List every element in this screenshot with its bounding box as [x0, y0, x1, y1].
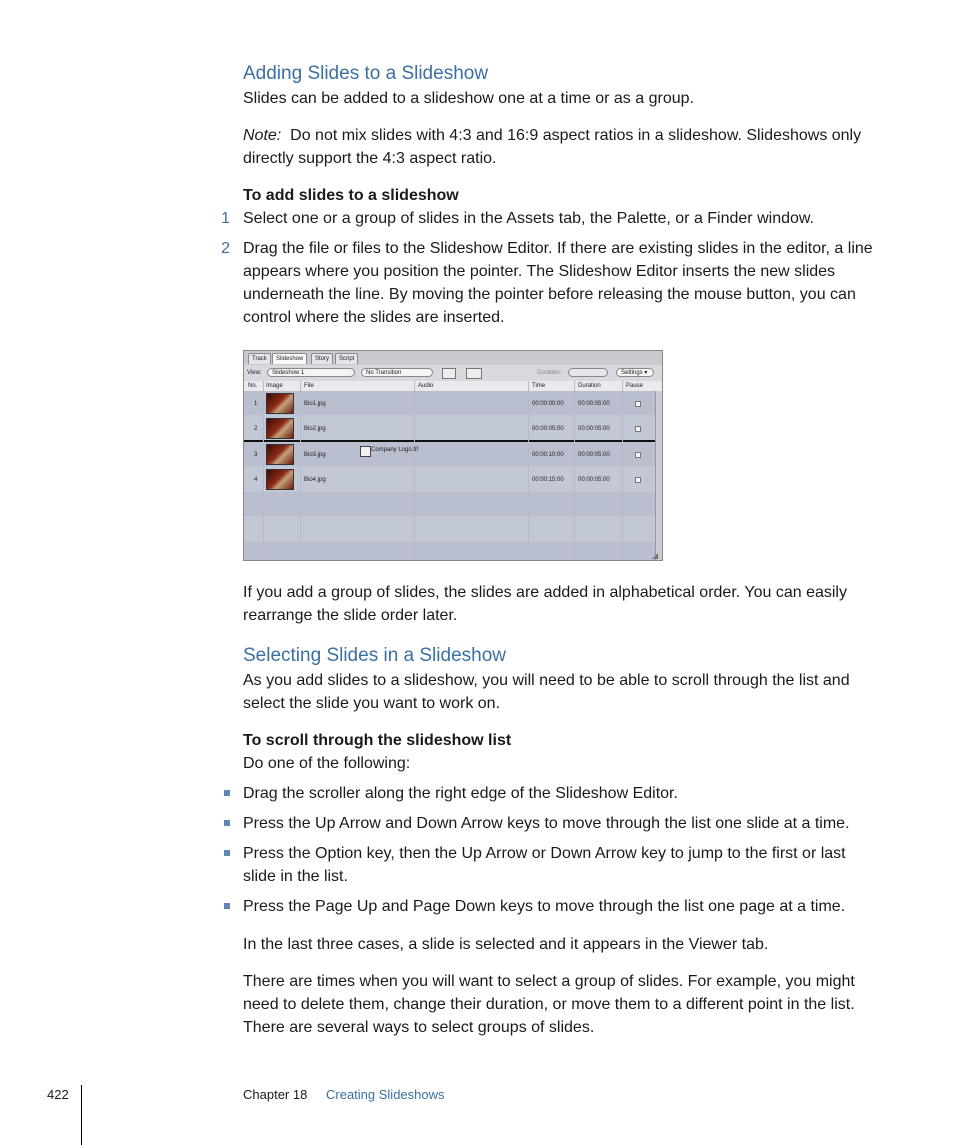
row-number: 4: [254, 477, 258, 483]
col-time[interactable]: Time: [532, 383, 546, 389]
slide-thumbnail: [266, 418, 294, 439]
editor-toolbar: [244, 365, 662, 382]
slideshow-editor-screenshot: [243, 350, 663, 561]
empty-row: [244, 517, 655, 542]
table-row[interactable]: [244, 442, 655, 467]
vertical-scrollbar[interactable]: [655, 391, 663, 561]
tab-script[interactable]: Script: [335, 353, 358, 364]
tab-story[interactable]: Story: [311, 353, 333, 364]
step-number-2: 2: [221, 240, 230, 257]
bullet-square-icon: [224, 903, 230, 909]
paragraph-last-three-cases: In the last three cases, a slide is selected and it appears in the Viewer tab.: [243, 936, 769, 953]
slide-icon-button[interactable]: [442, 368, 456, 379]
column-divider: [263, 381, 264, 561]
tab-strip: [244, 351, 662, 366]
col-audio[interactable]: Audio: [418, 383, 434, 389]
section-heading-selecting-slides: Selecting Slides in a Slideshow: [243, 645, 506, 666]
table-row[interactable]: [244, 391, 655, 416]
col-file[interactable]: File: [304, 383, 314, 389]
column-divider: [414, 381, 415, 561]
table-row[interactable]: [244, 467, 655, 492]
bullet-square-icon: [224, 850, 230, 856]
file-name: Bio1.jpg: [304, 401, 326, 407]
paragraph-select-groups: There are times when you will want to select a group of slides. For example, you might need to delete them, change their duration, or move them to a different point in the list. There are several ways to select groups of slides.: [243, 973, 855, 1036]
task-heading-scroll: To scroll through the slideshow list: [243, 732, 512, 749]
drag-file-icon: [360, 446, 371, 457]
section-heading-adding-slides: Adding Slides to a Slideshow: [243, 63, 489, 84]
slide-thumbnail: [266, 393, 294, 414]
duration-value: 00:00:05:00: [578, 401, 610, 407]
view-popup[interactable]: Slideshow 1: [267, 368, 355, 377]
bullet-item-3: Press the Option key, then the Up Arrow or Down Arrow key to jump to the first or last slide in the list.: [243, 845, 846, 885]
tab-track[interactable]: Track: [248, 353, 271, 364]
note-paragraph: [243, 124, 883, 170]
column-divider: [622, 381, 623, 561]
bullet-item-1: Drag the scroller along the right edge of the Slideshow Editor.: [243, 785, 678, 802]
file-name: Bio2.jpg: [304, 426, 326, 432]
file-name: Bio3.jpg: [304, 452, 326, 458]
duration-value: 00:00:05:00: [578, 477, 610, 483]
section2-intro: As you add slides to a slideshow, you will need to be able to scroll through the list and select the slide you want to work on.: [243, 672, 850, 712]
task-intro: Do one of the following:: [243, 755, 411, 772]
row-number: 1: [254, 401, 258, 407]
bullet-square-icon: [224, 790, 230, 796]
duration-value: 00:00:05:00: [578, 452, 610, 458]
transition-popup[interactable]: No Transition: [361, 368, 433, 377]
pause-checkbox[interactable]: [635, 401, 641, 407]
tab-slideshow[interactable]: Slideshow: [272, 353, 307, 364]
footer-divider: [81, 1085, 82, 1145]
after-figure-paragraph: If you add a group of slides, the slides are added in alphabetical order. You can easily rearrange the slide order later.: [243, 584, 847, 624]
bullet-square-icon: [224, 820, 230, 826]
pause-checkbox[interactable]: [635, 452, 641, 458]
intro-paragraph: Slides can be added to a slideshow one at a time or as a group.: [243, 90, 694, 107]
note-label: Note:: [243, 127, 282, 144]
settings-label: Settings: [621, 370, 643, 376]
col-no[interactable]: No.: [248, 383, 258, 389]
note-text: Do not mix slides with 4:3 and 16:9 aspect ratios in a slideshow. Slideshows only directly support the 4:3 aspect ratio.: [243, 127, 862, 167]
duration-value: 00:00:05:00: [578, 426, 610, 432]
time-value: 00:00:10:00: [532, 452, 564, 458]
pause-checkbox[interactable]: [635, 477, 641, 483]
bullet-item-4: Press the Page Up and Page Down keys to move through the list one page at a time.: [243, 898, 846, 915]
bullet-item-2: Press the Up Arrow and Down Arrow keys to move through the list one slide at a time.: [243, 815, 850, 832]
empty-row: [244, 492, 655, 517]
resize-grip-icon[interactable]: ◢: [652, 551, 659, 560]
row-number: 2: [254, 426, 258, 432]
step-number-1: 1: [221, 210, 230, 227]
row-number: 3: [254, 452, 258, 458]
view-label: View:: [247, 370, 262, 376]
pause-checkbox[interactable]: [635, 426, 641, 432]
col-image[interactable]: Image: [266, 383, 283, 389]
duration-label: Duration:: [537, 370, 562, 376]
slide-thumbnail: [266, 469, 294, 490]
time-value: 00:00:00:00: [532, 401, 564, 407]
grid-icon-button[interactable]: [466, 368, 482, 379]
column-divider: [574, 381, 575, 561]
table-row[interactable]: [244, 416, 655, 441]
empty-row: [244, 542, 655, 561]
column-divider: [300, 381, 301, 561]
step-text-2: Drag the file or files to the Slideshow Editor. If there are existing slides in the editor, a line appears where you position the pointer. The Slideshow Editor inserts the new slides underneath the line. By moving the pointer before releasing the mouse button, you can control where the slides are inserted.: [243, 240, 873, 326]
drag-file-label: Company Logo.tif: [371, 447, 419, 453]
page-number: 422: [47, 1087, 69, 1102]
time-value: 00:00:05:00: [532, 426, 564, 432]
col-pause[interactable]: Pause: [626, 383, 644, 389]
task-heading-add-slides: To add slides to a slideshow: [243, 187, 459, 204]
settings-popup[interactable]: Settings ▾: [616, 368, 654, 377]
chapter-title: Creating Slideshows: [326, 1087, 445, 1102]
duration-popup[interactable]: [568, 368, 608, 377]
slide-thumbnail: [266, 444, 294, 465]
col-duration[interactable]: Duration: [578, 383, 601, 389]
step-text-1: Select one or a group of slides in the Assets tab, the Palette, or a Finder window.: [243, 210, 814, 227]
time-value: 00:00:15:00: [532, 477, 564, 483]
file-name: Bio4.jpg: [304, 477, 326, 483]
chapter-label: Chapter 18: [243, 1087, 308, 1102]
column-divider: [528, 381, 529, 561]
